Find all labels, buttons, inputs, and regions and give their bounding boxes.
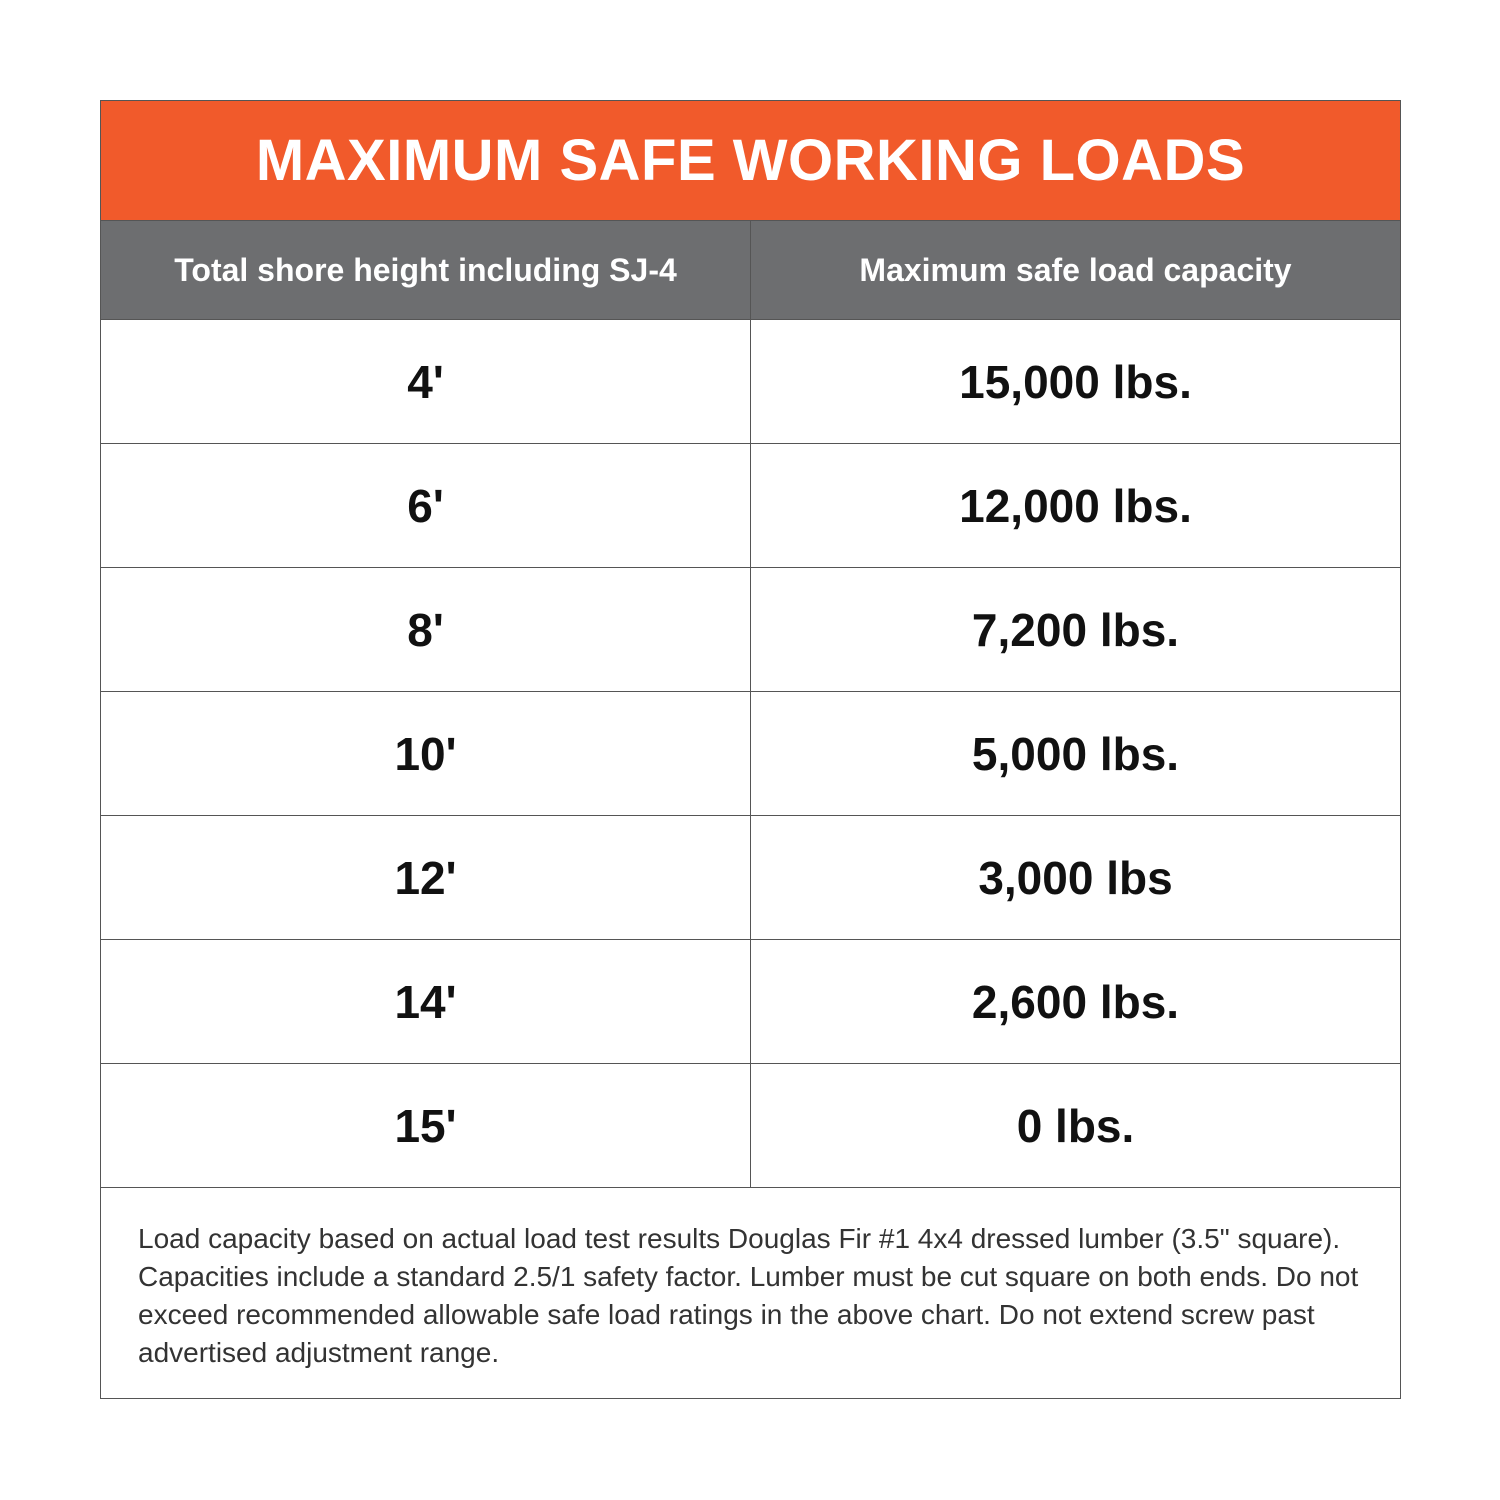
title-bar xyxy=(101,101,1400,221)
table-row xyxy=(101,940,1400,1064)
height-cell: 4' xyxy=(101,320,751,443)
table-row xyxy=(101,816,1400,940)
table-row xyxy=(101,568,1400,692)
table-title: MAXIMUM SAFE WORKING LOADS xyxy=(255,128,1246,193)
table-row xyxy=(101,1064,1400,1188)
height-cell: 10' xyxy=(101,692,751,815)
footnote: Load capacity based on actual load test results Douglas Fir #1 4x4 dressed lumber (3.5" square). Capacities include a standard 2.5/1 safety factor. Lumber must be cut square on both ends. Do not exceed recommended allowable safe load ratings in the above chart. Do not extend screw past advertised adjustment range. xyxy=(138,1223,1359,1368)
table-row xyxy=(101,692,1400,816)
table-row xyxy=(101,444,1400,568)
table-body xyxy=(101,320,1400,1188)
column-header-height: Total shore height including SJ-4 xyxy=(101,221,751,319)
height-cell: 12' xyxy=(101,816,751,939)
column-header-capacity: Maximum safe load capacity xyxy=(859,251,1292,288)
capacity-cell: 2,600 lbs. xyxy=(971,975,1180,1028)
load-table-card xyxy=(100,100,1401,1399)
height-cell: 8' xyxy=(101,568,751,691)
height-cell: 15' xyxy=(101,1064,751,1187)
capacity-cell: 3,000 lbs xyxy=(978,851,1173,904)
capacity-cell: 0 lbs. xyxy=(1016,1099,1135,1152)
capacity-cell: 5,000 lbs. xyxy=(971,727,1180,780)
header-row xyxy=(101,221,1400,320)
capacity-cell: 15,000 lbs. xyxy=(959,355,1192,408)
capacity-cell: 7,200 lbs. xyxy=(971,603,1180,656)
height-cell: 6' xyxy=(101,444,751,567)
table-row xyxy=(101,320,1400,444)
height-cell: 14' xyxy=(101,940,751,1063)
capacity-cell: 12,000 lbs. xyxy=(959,479,1192,532)
